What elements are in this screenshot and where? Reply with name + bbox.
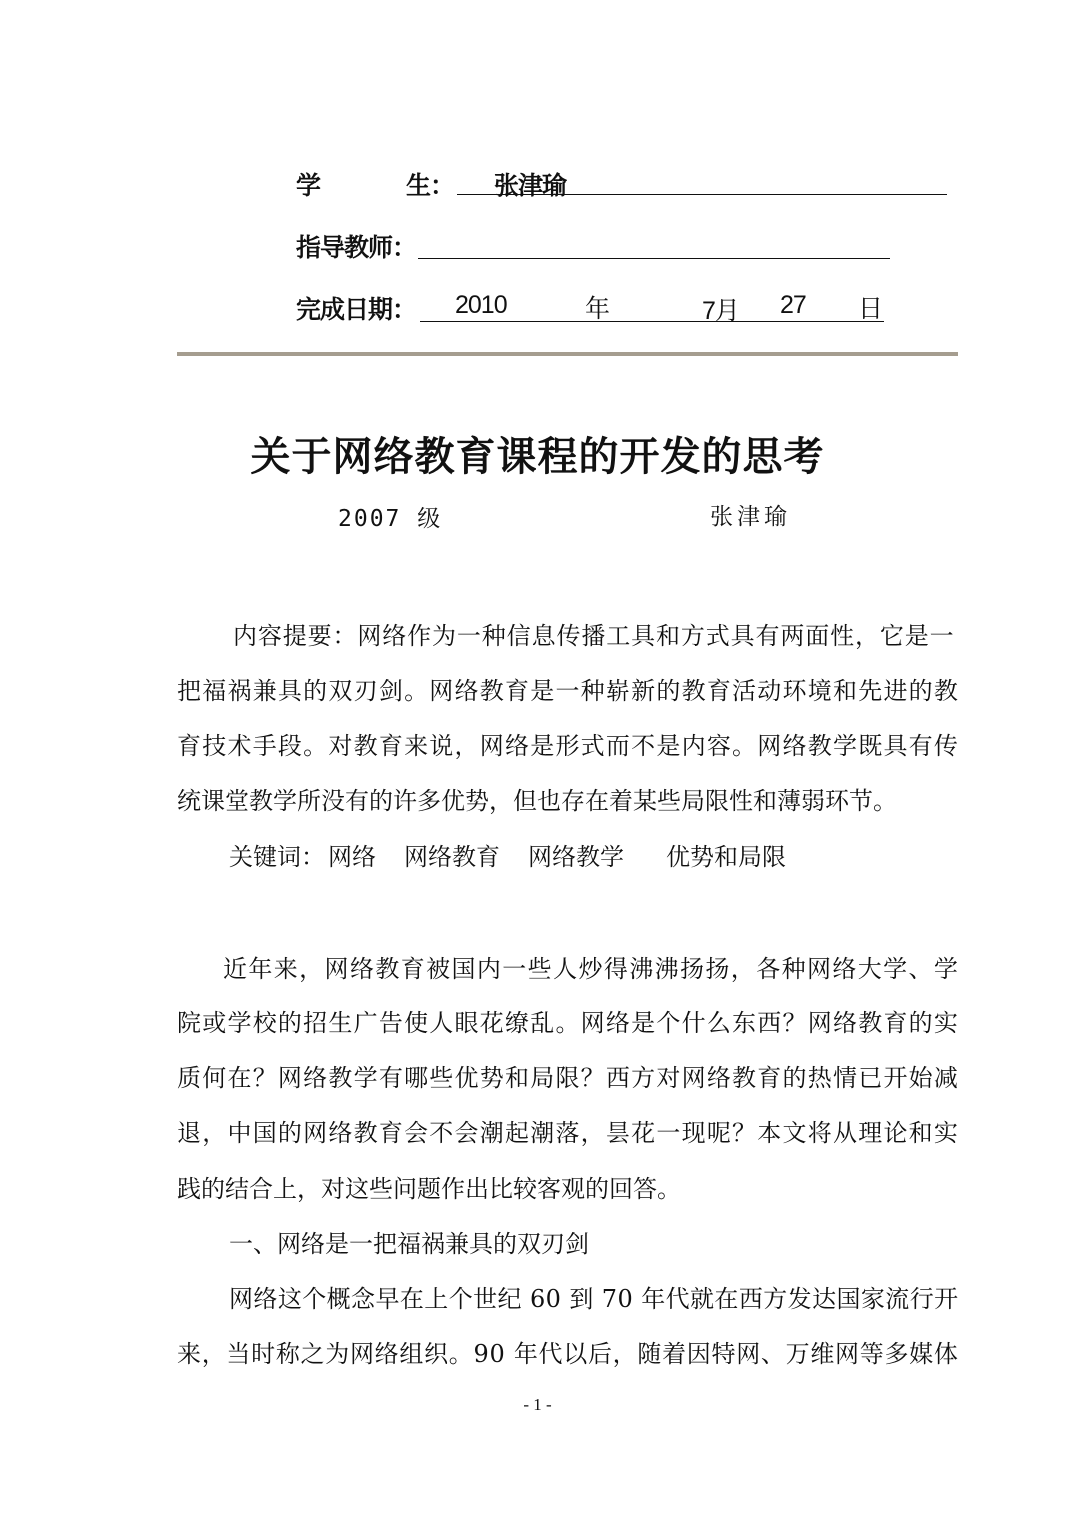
intro-line-1: 近年来，网络教育被国内一些人炒得沸沸扬扬，各种网络大学、学 bbox=[223, 955, 960, 983]
date-year: 2010 bbox=[455, 291, 507, 319]
student-underline bbox=[457, 194, 947, 195]
keyword-1: 网络 bbox=[328, 843, 376, 871]
intro-line-5: 践的结合上，对这些问题作出比较客观的回答。 bbox=[177, 1175, 681, 1203]
section1-line-1: 网络这个概念早在上个世纪 60 到 70 年代就在西方发达国家流行开 bbox=[229, 1285, 959, 1313]
intro-line-2: 院或学校的招生广告使人眼花缭乱。网络是个什么东西？网络教育的实 bbox=[177, 1009, 960, 1037]
keyword-4: 优势和局限 bbox=[666, 843, 786, 871]
date-day: 27 bbox=[780, 291, 806, 319]
abstract-line-4: 统课堂教学所没有的许多优势，但也存在着某些局限性和薄弱环节。 bbox=[177, 787, 897, 815]
header-divider bbox=[177, 352, 958, 356]
date-day-unit: 日 bbox=[858, 294, 884, 323]
abstract-line-3: 育技术手段。对教育来说，网络是形式而不是内容。网络教学既具有传 bbox=[177, 732, 960, 760]
abstract-line-2: 把福祸兼具的双刃剑。网络教育是一种崭新的教育活动环境和先进的教 bbox=[177, 677, 960, 705]
keyword-2: 网络教育 bbox=[404, 843, 500, 871]
page-number: - 1 - bbox=[523, 1395, 552, 1414]
date-label: 完成日期： bbox=[296, 295, 417, 324]
student-label: 学 生： bbox=[296, 171, 455, 200]
abstract-text-1: 网络作为一种信息传播工具和方式具有两面性，它是一 bbox=[357, 622, 955, 650]
date-underline bbox=[420, 321, 884, 322]
article-title: 关于网络教育课程的开发的思考 bbox=[250, 434, 825, 480]
keywords-label: 关键词： bbox=[229, 843, 325, 871]
abstract-line-1 bbox=[233, 616, 955, 651]
date-year-unit: 年 bbox=[585, 294, 611, 323]
article-grade: 2007 级 bbox=[338, 506, 443, 532]
article-author: 张津瑜 bbox=[710, 504, 791, 530]
student-name: 张津瑜 bbox=[494, 171, 567, 200]
section1-line-2: 来，当时称之为网络组织。90 年代以后，随着因特网、万维网等多媒体 bbox=[177, 1340, 959, 1368]
keyword-3: 网络教学 bbox=[528, 843, 624, 871]
abstract-label: 内容提要： bbox=[233, 622, 358, 650]
date-month: 7月 bbox=[702, 297, 739, 325]
advisor-underline bbox=[418, 258, 890, 259]
intro-line-3: 质何在？网络教学有哪些优势和局限？西方对网络教育的热情已开始减 bbox=[177, 1064, 960, 1092]
advisor-label: 指导教师： bbox=[296, 233, 417, 262]
intro-line-4: 退，中国的网络教育会不会潮起潮落，昙花一现呢？本文将从理论和实 bbox=[177, 1119, 960, 1147]
section-heading-1: 一、网络是一把福祸兼具的双刃剑 bbox=[229, 1230, 589, 1258]
